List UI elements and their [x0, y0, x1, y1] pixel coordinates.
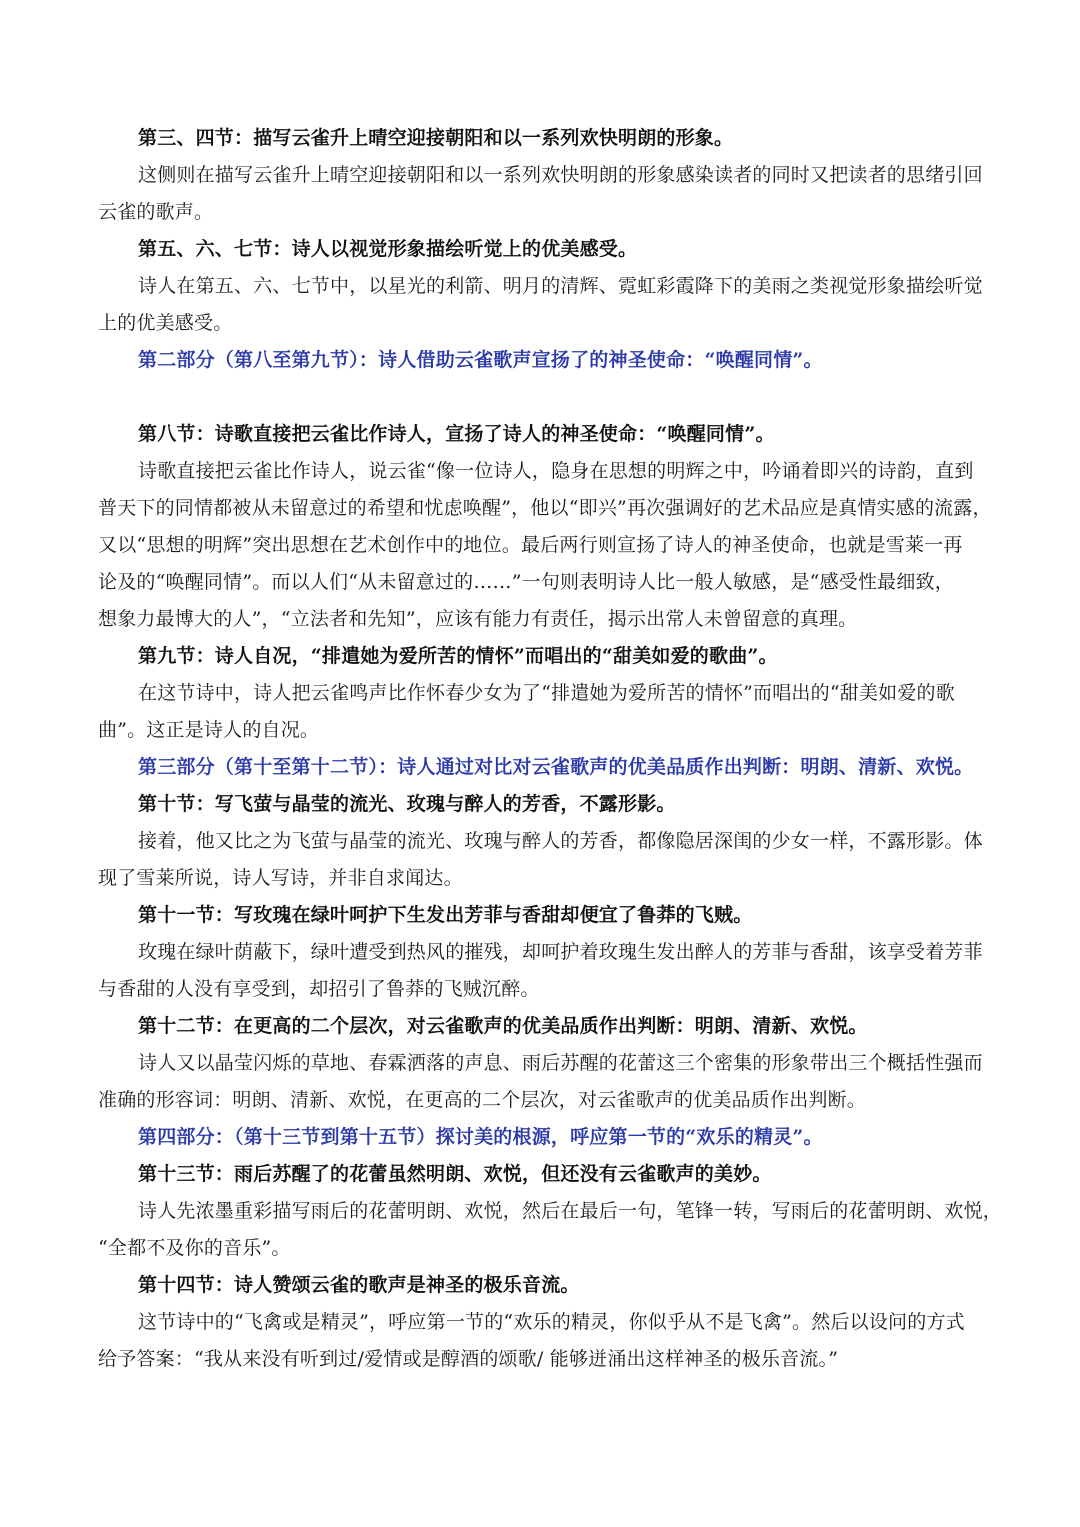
part-heading-3: 第三部分（第十至第十二节）：诗人通过对比对云雀歌声的优美品质作出判断：明朗、清新、欢悦。	[138, 756, 974, 778]
paragraph-line: 诗歌直接把云雀比作诗人，说云雀“像一位诗人，隐身在思想的明辉之中，吟诵着即兴的诗韵，直到	[138, 460, 974, 482]
paragraph-line: 上的优美感受。	[98, 312, 233, 334]
paragraph-line: 曲”。这正是诗人的自况。	[98, 719, 320, 741]
section-heading-10: 第十节：写飞萤与晶莹的流光、玫瑰与醉人的芳香，不露形影。	[138, 793, 676, 815]
blank-line	[98, 379, 984, 416]
paragraph-line: 又以“思想的明辉”突出思想在艺术创作中的地位。最后两行则宣扬了诗人的神圣使命，也就是雪莱一再	[98, 534, 963, 556]
paragraph-line: 接着，他又比之为飞萤与晶莹的流光、玫瑰与醉人的芳香，都像隐居深闺的少女一样，不露形影。体	[138, 830, 983, 852]
document-page	[98, 120, 1003, 1378]
paragraph-line: 玫瑰在绿叶荫蔽下，绿叶遭受到热风的摧残，却呵护着玫瑰生发出醉人的芳菲与香甜，该享受着芳菲	[138, 941, 983, 963]
section-heading-13: 第十三节：雨后苏醒了的花蕾虽然明朗、欢悦，但还没有云雀歌声的美妙。	[138, 1163, 772, 1185]
paragraph-line: 这节诗中的“飞禽或是精灵”，呼应第一节的“欢乐的精灵，你似乎从不是飞禽”。然后以设问的方式	[138, 1311, 965, 1333]
paragraph-line: 想象力最博大的人”，“立法者和先知”，应该有能力有责任，揭示出常人未曾留意的真理。	[98, 608, 858, 630]
paragraph-line: 云雀的歌声。	[98, 201, 214, 223]
paragraph-line: 这侧则在描写云雀升上晴空迎接朝阳和以一系列欢快明朗的形象感染读者的同时又把读者的思绪引回	[138, 164, 983, 186]
paragraph-line: 准确的形容词：明朗、清新、欢悦，在更高的二个层次，对云雀歌声的优美品质作出判断。	[98, 1089, 867, 1111]
section-heading-14: 第十四节：诗人赞颂云雀的歌声是神圣的极乐音流。	[138, 1274, 580, 1296]
paragraph-line: “全都不及你的音乐”。	[98, 1237, 291, 1259]
paragraph-line: 在这节诗中，诗人把云雀鸣声比作怀春少女为了“排遣她为爱所苦的情怀”而唱出的“甜美如爱的歌	[138, 682, 955, 704]
section-heading-12: 第十二节：在更高的二个层次，对云雀歌声的优美品质作出判断：明朗、清新、欢悦。	[138, 1015, 868, 1037]
paragraph-line: 诗人先浓墨重彩描写雨后的花蕾明朗、欢悦，然后在最后一句，笔锋一转，写雨后的花蕾明朗、欢悦，	[138, 1200, 1003, 1222]
paragraph-line: 现了雪莱所说，诗人写诗，并非自求闻达。	[98, 867, 463, 889]
section-heading-11: 第十一节：写玫瑰在绿叶呵护下生发出芳菲与香甜却便宜了鲁莽的飞贼。	[138, 904, 753, 926]
section-heading-9: 第九节：诗人自况，“排遣她为爱所苦的情怀”而唱出的“甜美如爱的歌曲”。	[138, 645, 778, 667]
part-heading-2: 第二部分（第八至第九节）：诗人借助云雀歌声宣扬了的神圣使命：“唤醒同情”。	[138, 349, 823, 371]
section-heading-5-7: 第五、六、七节：诗人以视觉形象描绘听觉上的优美感受。	[138, 238, 638, 260]
paragraph-line: 给予答案：“我从来没有听到过/爱情或是醇酒的颂歌/ 能够迸涌出这样神圣的极乐音流。”	[98, 1348, 839, 1370]
paragraph-line: 诗人在第五、六、七节中，以星光的利箭、明月的清辉、霓虹彩霞降下的美雨之类视觉形象描绘听觉	[138, 275, 983, 297]
paragraph-line: 诗人又以晶莹闪烁的草地、春霖洒落的声息、雨后苏醒的花蕾这三个密集的形象带出三个概括性强而	[138, 1052, 983, 1074]
paragraph-line: 论及的“唤醒同情”。而以人们“从未留意过的……”一句则表明诗人比一般人敏感，是“感受性最细致，	[98, 571, 954, 593]
paragraph-line: 普天下的同情都被从未留意过的希望和忧虑唤醒”，他以“即兴”再次强调好的艺术品应是真情实感的流露，	[98, 497, 992, 519]
part-heading-4: 第四部分：（第十三节到第十五节）探讨美的根源，呼应第一节的“欢乐的精灵”。	[138, 1126, 823, 1148]
section-heading-8: 第八节：诗歌直接把云雀比作诗人，宣扬了诗人的神圣使命：“唤醒同情”。	[138, 423, 775, 445]
section-heading-3-4: 第三、四节：描写云雀升上晴空迎接朝阳和以一系列欢快明朗的形象。	[138, 127, 734, 149]
paragraph-line: 与香甜的人没有享受到，却招引了鲁莽的飞贼沉醉。	[98, 978, 540, 1000]
